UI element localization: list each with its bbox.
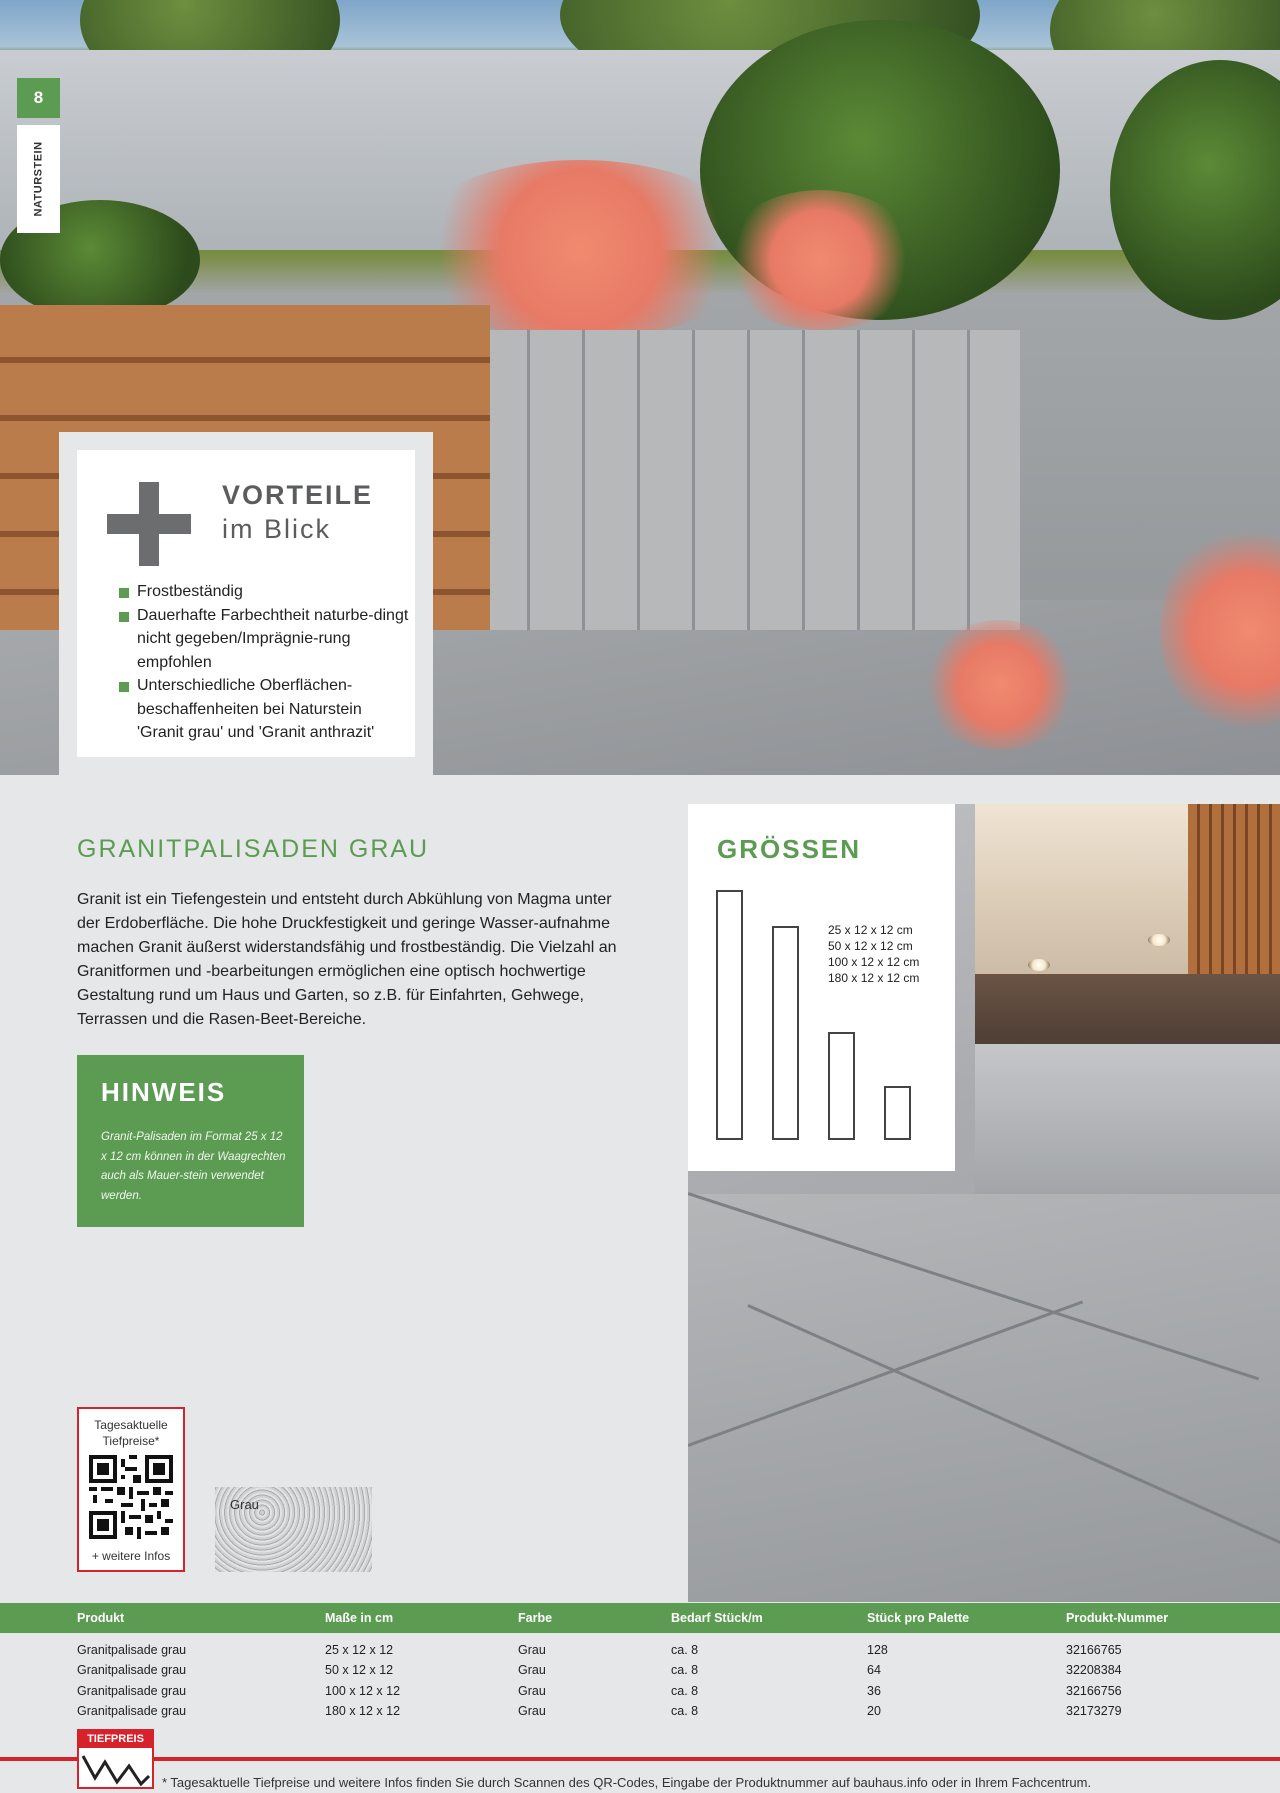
table-cell: 180 x 12 x 12 bbox=[325, 1704, 401, 1718]
table-cell: 64 bbox=[867, 1663, 881, 1677]
note-title: HINWEIS bbox=[101, 1077, 227, 1107]
table-cell: Granitpalisade grau bbox=[77, 1643, 187, 1657]
table-cell: Grau bbox=[518, 1704, 546, 1718]
table-cell: Granitpalisade grau bbox=[77, 1704, 187, 1718]
size-bar-100 bbox=[772, 926, 799, 1140]
table-row bbox=[0, 1663, 1280, 1683]
size-item: 100 x 12 x 12 cm bbox=[828, 955, 920, 969]
table-cell: ca. 8 bbox=[671, 1704, 699, 1718]
page-number: 8 bbox=[17, 78, 60, 118]
table-cell: 20 bbox=[867, 1704, 881, 1718]
table-cell: 128 bbox=[867, 1643, 888, 1657]
footnote: * Tagesaktuelle Tiefpreise und weitere Infos finden Sie durch Scannen des QR-Codes, Eingabe der Produktnummer auf bauhaus.info oder in Ihrem Fachcentrum. bbox=[162, 1775, 1092, 1790]
col-header: Produkt bbox=[77, 1611, 125, 1625]
note-text: Granit-Palisaden im Format 25 x 12 x 12 cm können in der Waagrechten auch als Mauer-stein verwendet werden. bbox=[101, 1131, 286, 1202]
qr-more-info: + weitere Infos bbox=[91, 1549, 171, 1563]
col-header: Bedarf Stück/m bbox=[671, 1611, 763, 1625]
tiefpreis-label: TIEFPREIS bbox=[79, 1731, 152, 1748]
table-cell: Grau bbox=[518, 1663, 546, 1677]
qr-code-icon[interactable] bbox=[89, 1455, 173, 1539]
section-label-text: NATURSTEIN bbox=[32, 141, 45, 217]
size-item: 50 x 12 x 12 cm bbox=[828, 939, 913, 953]
table-row bbox=[0, 1684, 1280, 1704]
table-row bbox=[0, 1643, 1280, 1663]
table-cell: Grau bbox=[518, 1643, 546, 1657]
table-cell: 32166756 bbox=[1066, 1684, 1122, 1698]
sizes-title: GRÖSSEN bbox=[717, 834, 862, 864]
plus-icon bbox=[107, 482, 191, 566]
advantages-title: VORTEILE bbox=[222, 480, 374, 510]
table-cell: ca. 8 bbox=[671, 1663, 699, 1677]
size-item: 25 x 12 x 12 cm bbox=[828, 923, 913, 937]
table-cell: 36 bbox=[867, 1684, 881, 1698]
advantages-subtitle: im Blick bbox=[222, 514, 331, 544]
footer-divider bbox=[0, 1757, 1280, 1761]
table-cell: 50 x 12 x 12 bbox=[325, 1663, 394, 1677]
table-cell: ca. 8 bbox=[671, 1684, 699, 1698]
sizes-box bbox=[688, 804, 955, 1171]
table-row bbox=[0, 1704, 1280, 1724]
table-cell: 32208384 bbox=[1066, 1663, 1122, 1677]
size-item: 180 x 12 x 12 cm bbox=[828, 971, 920, 985]
table-cell: Grau bbox=[518, 1684, 546, 1698]
table-header bbox=[0, 1603, 1280, 1633]
table-cell: Granitpalisade grau bbox=[77, 1684, 187, 1698]
swatch-label: Grau bbox=[230, 1497, 259, 1512]
tiefpreis-badge bbox=[77, 1729, 154, 1789]
advantages-box bbox=[59, 432, 433, 777]
col-header: Maße in cm bbox=[325, 1611, 394, 1625]
size-bar-50 bbox=[828, 1032, 855, 1140]
qr-caption: Tagesaktuelle Tiefpreise* bbox=[94, 1418, 168, 1448]
advantage-item: Dauerhafte Farbechtheit naturbe-dingt nicht gegeben/Imprägnie-rung empfohlen bbox=[119, 604, 409, 675]
qr-box[interactable] bbox=[77, 1407, 185, 1572]
table-cell: 32173279 bbox=[1066, 1704, 1122, 1718]
advantage-item: Unterschiedliche Oberflächen-beschaffenheiten bei Naturstein 'Granit grau' und 'Granit anthrazit' bbox=[119, 674, 409, 745]
advantages-list bbox=[119, 580, 409, 745]
col-header: Produkt-Nummer bbox=[1066, 1611, 1169, 1625]
advantage-item: Frostbeständig bbox=[119, 580, 409, 604]
sizes-list bbox=[828, 922, 919, 986]
price-drop-icon bbox=[79, 1748, 152, 1788]
size-bar-25 bbox=[884, 1086, 911, 1140]
table-cell: ca. 8 bbox=[671, 1643, 699, 1657]
table-cell: 100 x 12 x 12 bbox=[325, 1684, 401, 1698]
product-description: Granit ist ein Tiefengestein und entsteht durch Abkühlung von Magma unter der Erdoberfläche. Die hohe Druckfestigkeit und geringe Wasser-aufnahme machen Granit äußerst widerstandsfähig und frostbeständig. Die Vielzahl an Granitformen und -bearbeitungen ermöglichen eine optisch hochwertige Gestaltung rund um Haus und Garten, so z.B. für Einfahrten, Gehwege, Terrassen und die Rasen-Beet-Bereiche. bbox=[77, 891, 617, 1028]
color-swatch bbox=[215, 1487, 372, 1572]
col-header: Stück pro Palette bbox=[867, 1611, 970, 1625]
size-bar-180 bbox=[716, 890, 743, 1140]
table-cell: Granitpalisade grau bbox=[77, 1663, 187, 1677]
table-cell: 32166765 bbox=[1066, 1643, 1122, 1657]
col-header: Farbe bbox=[518, 1611, 553, 1625]
section-label bbox=[17, 125, 60, 233]
product-title: GRANITPALISADEN GRAU bbox=[77, 835, 430, 863]
note-box bbox=[77, 1055, 304, 1227]
table-cell: 25 x 12 x 12 bbox=[325, 1643, 394, 1657]
